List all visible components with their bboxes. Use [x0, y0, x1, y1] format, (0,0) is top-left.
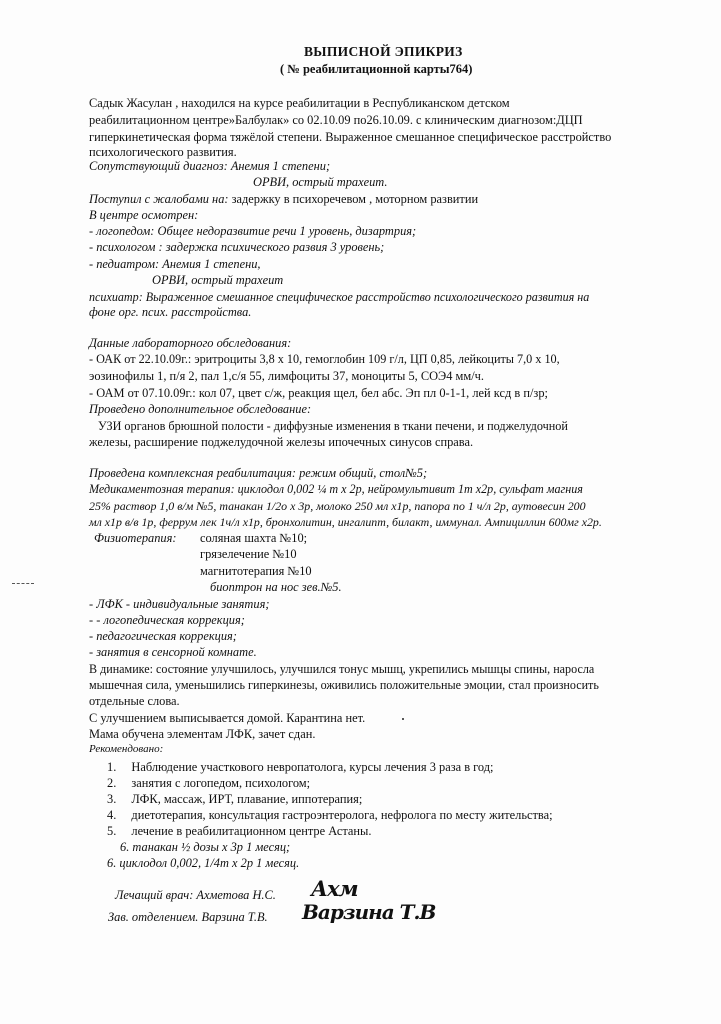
dynamics-line: В динамике: состояние улучшилось, улучшился тонус мышц, укрепились мышцы спины, наросла [89, 662, 595, 676]
recommendation-text: Наблюдение участкового невропатолога, курсы лечения 3 раза в год; [131, 760, 494, 774]
examined-line: - логопедом: Общее недоразвитие речи 1 уровень, дизартрия; [89, 224, 417, 238]
page-title: ВЫПИСНОЙ ЭПИКРИЗ [304, 44, 463, 59]
recommendation-text: лечение в реабилитационном центре Астаны. [131, 824, 372, 838]
attending-doctor-signature: Ахм [311, 876, 358, 901]
concomitant-diagnosis: Сопутствующий диагноз: Анемия 1 степени; [89, 159, 331, 173]
admitted-text: задержку в психоречевом , моторном развитии [228, 192, 479, 206]
recommendation-item [120, 840, 290, 855]
rehab-line: Медикаментозная терапия: циклодол 0,002 ¼ т х 2р, нейромультивит 1т х2р, сульфат магния [89, 482, 583, 496]
recommendation-item [107, 760, 494, 775]
department-head-signature: Варзина Т.В [302, 900, 436, 924]
physio-item: магнитотерапия №10 [200, 564, 312, 578]
page-subtitle: ( № реабилитационной карты764) [280, 62, 473, 76]
recommendation-number: 6. [120, 840, 130, 854]
rehab-line: 25% раствор 1,0 в/м №5, танакан 1/2о х 3р, молоко 250 мл х1р, папора по 1 ч/л 2р, аутовесин 200 [89, 499, 586, 513]
scan-speck [402, 718, 404, 720]
recommendation-number: 1. [107, 760, 117, 774]
lab-line: Проведено дополнительное обследование: [89, 402, 312, 416]
rehab-heading: Проведена комплексная реабилитация: режим общий, стол№5; [89, 466, 428, 480]
examined-line: - психологом : задержка психического развия 3 уровень; [89, 240, 385, 254]
admitted-label: Поступил с жалобами на: [89, 192, 229, 206]
recommendation-item [107, 808, 553, 823]
recommendation-text: танакан ½ дозы х 3р 1 месяц; [132, 840, 291, 854]
examined-line: - педиатром: Анемия 1 степени, [89, 257, 261, 271]
recommendation-number: 2. [107, 776, 117, 790]
department-head: Зав. отделением. Варзина Т.В. [108, 910, 268, 924]
intro-line: Садык Жасулан , находился на курсе реабилитации в Республиканском детском [89, 96, 510, 110]
intro-line: гиперкинетическая форма тяжёлой степени. Выраженное смешанное специфическое расстройство [89, 130, 612, 144]
physio-label: Физиотерапия: [94, 531, 177, 545]
recommendation-item [107, 792, 362, 807]
lab-line: железы, расширение поджелудочной железы ипочечных синусов справа. [89, 435, 474, 449]
discharge-line: Мама обучена элементам ЛФК, зачет сдан. [89, 727, 316, 741]
recommendation-text: ЛФК, массаж, ИРТ, плавание, иппотерапия; [131, 792, 363, 806]
recommendation-text: циклодол 0,002, 1/4т х 2р 1 месяц. [119, 856, 300, 870]
concomitant-diagnosis: ОРВИ, острый трахеит. [253, 175, 388, 189]
physio-item: биоптрон на нос зев.№5. [210, 580, 342, 594]
attending-doctor: Лечащий врач: Ахметова Н.С. [115, 888, 276, 902]
recommendation-item [107, 776, 310, 791]
lab-line: эозинофилы 1, п/я 2, пал 1,с/я 55, лимфоциты 37, моноциты 5, СОЭ4 мм/ч. [89, 369, 484, 383]
scan-mark [12, 583, 34, 585]
examined-line: фоне орг. псих. расстройства. [89, 305, 252, 319]
lab-line: - ОАК от 22.10.09г.: эритроциты 3,8 х 10, гемоглобин 109 г/л, ЦП 0,85, лейкоциты 7,0 х 10, [89, 352, 560, 366]
procedure-item: - занятия в сенсорной комнате. [89, 645, 257, 659]
intro-line: психологического развития. [89, 145, 237, 159]
procedure-item: - - логопедическая коррекция; [89, 613, 245, 627]
examined-line: психиатр: Выраженное смешанное специфическое расстройство психологического развития на [89, 290, 590, 304]
admitted-complaints [89, 192, 478, 207]
dynamics-line: отдельные слова. [89, 694, 180, 708]
procedure-item: - педагогическая коррекция; [89, 629, 237, 643]
lab-heading: Данные лабораторного обследования: [89, 336, 292, 350]
lab-line: - ОАМ от 07.10.09г.: кол 07, цвет с/ж, реакция щел, бел абс. Эп пл 0-1-1, лей ксд в п/зр; [89, 386, 548, 400]
examined-heading: В центре осмотрен: [89, 208, 199, 222]
physio-item: соляная шахта №10; [200, 531, 308, 545]
recommendation-text: диетотерапия, консультация гастроэнтеролога, нефролога по месту жительства; [131, 808, 553, 822]
recommendation-number: 5. [107, 824, 117, 838]
procedure-item: - ЛФК - индивидуальные занятия; [89, 597, 270, 611]
recommendations-label: Рекомендовано: [89, 743, 164, 755]
dynamics-line: мышечная сила, уменьшились гиперкинезы, оживились положительные эмоции, стал произносить [89, 678, 599, 692]
recommendation-number: 6. [107, 856, 117, 870]
physio-item: грязелечение №10 [200, 547, 297, 561]
lab-line: УЗИ органов брюшной полости - диффузные изменения в ткани печени, и поджелудочной [98, 419, 568, 433]
discharge-line: С улучшением выписывается домой. Карантина нет. [89, 711, 366, 725]
recommendation-item [107, 824, 371, 839]
examined-line: ОРВИ, острый трахеит [152, 273, 284, 287]
recommendation-number: 4. [107, 808, 117, 822]
recommendation-item [107, 856, 299, 871]
recommendation-text: занятия с логопедом, психологом; [131, 776, 311, 790]
recommendation-number: 3. [107, 792, 117, 806]
rehab-line: мл х1р в/в 1р, феррум лек 1ч/л х1р, бронхолитин, ингалипт, билакт, иммунал. Ампициллин 600мг х2р. [89, 515, 602, 529]
intro-line: реабилитационном центре»Балбулак» со 02.10.09 по26.10.09. с клиническим диагнозом:ДЦП [89, 113, 583, 127]
